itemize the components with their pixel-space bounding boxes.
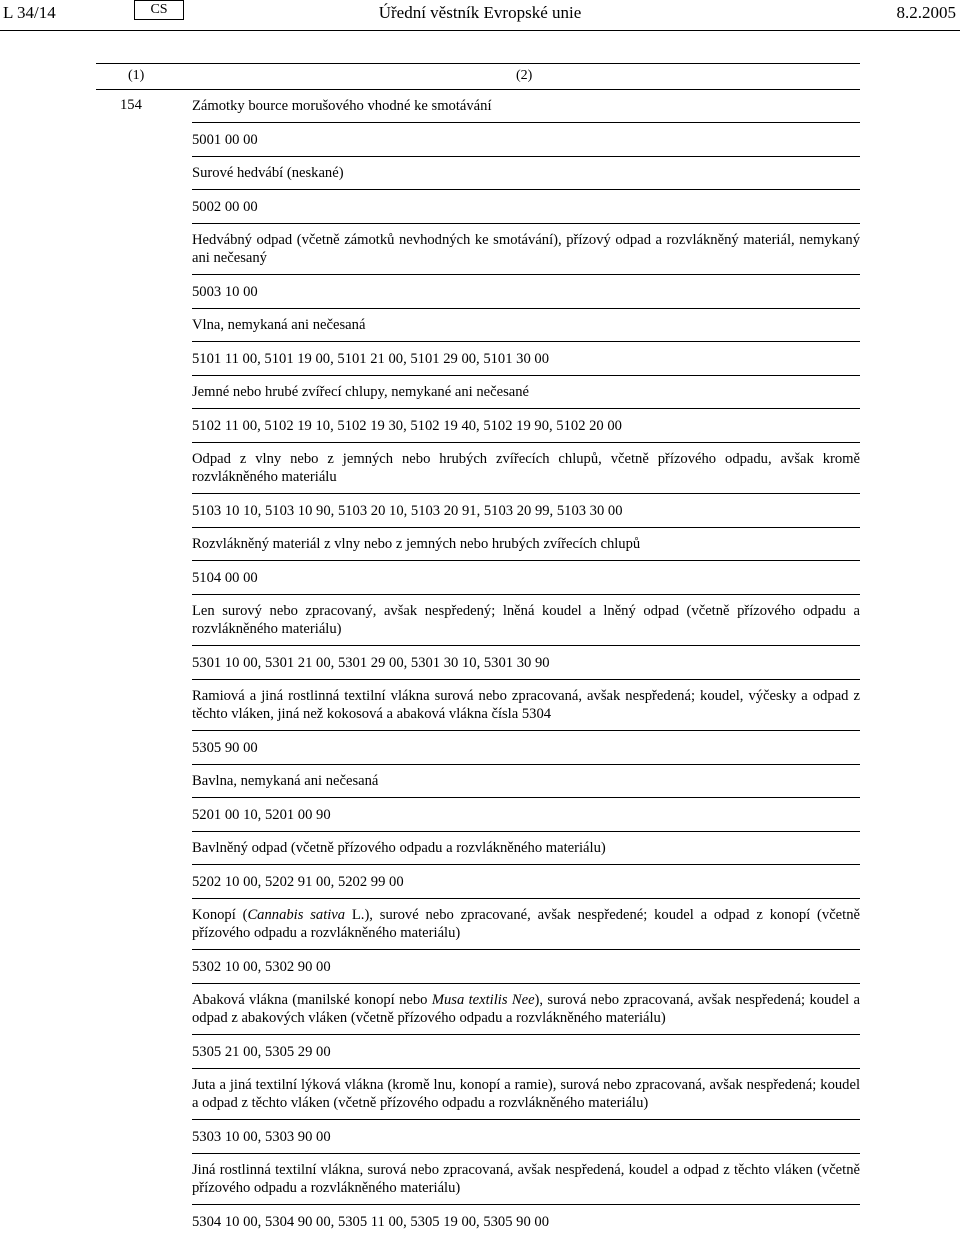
scientific-name: Cannabis sativa <box>247 907 346 923</box>
journal-title: Úřední věstník Evropské unie <box>378 3 582 22</box>
entry-codes: 5302 10 00, 5302 90 00 <box>192 950 860 984</box>
entry-description: Bavlněný odpad (včetně přízového odpadu a rozvlákněného materiálu) <box>192 832 860 865</box>
entry-codes: 5303 10 00, 5303 90 00 <box>192 1120 860 1154</box>
entry-description: Odpad z vlny nebo z jemných nebo hrubých zvířecích chlupů, včetně přízového odpadu, avšak kromě rozvlákněného materiálu <box>192 443 860 494</box>
page-header <box>0 0 960 30</box>
description-text: Konopí ( <box>192 907 248 923</box>
entry-description <box>192 899 860 950</box>
language-badge: CS <box>134 0 184 20</box>
entry-codes: 5305 21 00, 5305 29 00 <box>192 1035 860 1069</box>
entries-column <box>192 90 860 1238</box>
entry-codes: 5201 00 10, 5201 00 90 <box>192 798 860 832</box>
entry-description: Len surový nebo zpracovaný, avšak nespředený; lněná koudel a lněný odpad (včetně přízového odpadu a rozvlákněného materiálu) <box>192 595 860 646</box>
entry-description: Zámotky bource morušového vhodné ke smotávání <box>192 90 860 123</box>
entry-codes: 5104 00 00 <box>192 561 860 595</box>
entry-description: Jemné nebo hrubé zvířecí chlupy, nemykané ani nečesané <box>192 376 860 409</box>
entry-codes: 5102 11 00, 5102 19 10, 5102 19 30, 5102 19 40, 5102 19 90, 5102 20 00 <box>192 409 860 443</box>
entry-codes: 5103 10 10, 5103 10 90, 5103 20 10, 5103 20 91, 5103 20 99, 5103 30 00 <box>192 494 860 528</box>
scientific-name: Musa textilis Nee <box>431 992 535 1008</box>
entry-codes: 5003 10 00 <box>192 275 860 309</box>
entry-description: Ramiová a jiná rostlinná textilní vlákna surová nebo zpracovaná, avšak nespředená; koudel, výčesky a odpad z těchto vláken, jiná než kokosová a abaková vlákna čísla 5304 <box>192 680 860 731</box>
column-header-2: (2) <box>516 68 533 83</box>
entry-description: Surové hedvábí (neskané) <box>192 157 860 190</box>
entry-codes: 5001 00 00 <box>192 123 860 157</box>
entry-description: Hedvábný odpad (včetně zámotků nevhodných ke smotávání), přízový odpad a rozvlákněný materiál, nemykaný ani nečesaný <box>192 224 860 275</box>
entry-codes: 5305 90 00 <box>192 731 860 765</box>
entry-codes: 5301 10 00, 5301 21 00, 5301 29 00, 5301 30 10, 5301 30 90 <box>192 646 860 680</box>
header-rule <box>0 30 960 31</box>
goods-table <box>96 63 860 1238</box>
description-text: L.), surové nebo zpracované, avšak nespředené; koudel a odpad z konopí (včetně přízového odpadu a rozvlákněného materiálu) <box>192 907 860 941</box>
entry-description: Bavlna, nemykaná ani nečesaná <box>192 765 860 798</box>
publication-date: 8.2.2005 <box>896 3 956 22</box>
column-header-1: (1) <box>128 68 145 83</box>
page-reference: L 34/14 <box>3 3 56 22</box>
entry-codes: 5304 10 00, 5304 90 00, 5305 11 00, 5305 19 00, 5305 90 00 <box>192 1214 550 1230</box>
description-text: Abaková vlákna (manilské konopí nebo <box>192 992 432 1008</box>
table-row <box>96 90 860 1238</box>
entry-codes: 5101 11 00, 5101 19 00, 5101 21 00, 5101 29 00, 5101 30 00 <box>192 342 860 376</box>
entry-description: Vlna, nemykaná ani nečesaná <box>192 309 860 342</box>
row-number: 154 <box>120 97 142 113</box>
column-header-row <box>96 63 860 90</box>
description-text: ), surová nebo zpracovaná, avšak nespředená; koudel a odpad z abakových vláken (včetně přízového odpadu a rozvlákněného materiálu) <box>192 992 860 1026</box>
entry-codes: 5002 00 00 <box>192 190 860 224</box>
entry-description <box>192 984 860 1035</box>
entry-description: Juta a jiná textilní lýková vlákna (kromě lnu, konopí a ramie), surová nebo zpracovaná, avšak nespředená; koudel a odpad z těchto vláken (včetně přízového odpadu a rozvlákněného materiálu) <box>192 1069 860 1120</box>
entry-codes: 5202 10 00, 5202 91 00, 5202 99 00 <box>192 865 860 899</box>
entry-description: Jiná rostlinná textilní vlákna, surová nebo zpracovaná, avšak nespředená, koudel a odpad z těchto vláken (včetně přízového odpadu a rozvlákněného materiálu) <box>192 1154 860 1205</box>
entry-description: Rozvlákněný materiál z vlny nebo z jemných nebo hrubých zvířecích chlupů <box>192 528 860 561</box>
